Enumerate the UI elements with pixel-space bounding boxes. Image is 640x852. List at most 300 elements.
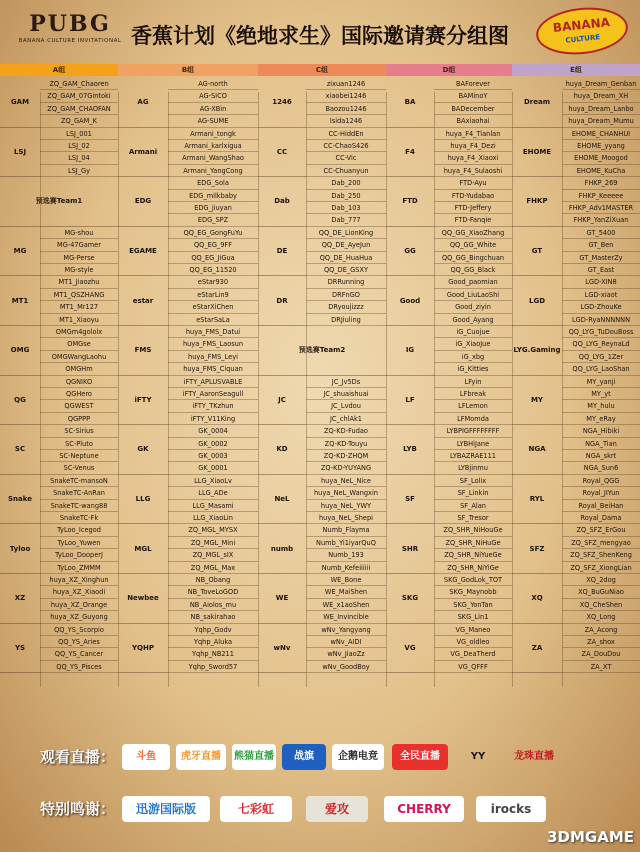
player-name: SC-Pluto	[40, 438, 118, 450]
player-name: EDG_SPZ	[168, 214, 258, 226]
pubg-logo-subtitle: BANANA CULTURE INVITATIONAL	[18, 38, 122, 44]
player-name: QQ_LYG_LaoShan	[562, 363, 640, 375]
team-name: YS	[0, 624, 40, 674]
player-name: wNv_AIDI	[306, 636, 386, 648]
player-name: QQ_GG_Bingchuan	[434, 252, 512, 264]
player-name: huya_Dream_Mumu	[562, 115, 640, 127]
group-header-0: A组	[0, 64, 118, 76]
player-name: SC-Sirius	[40, 425, 118, 437]
team-name: LYB	[386, 425, 434, 475]
player-name: ZQ_SFZ_XiongLian	[562, 562, 640, 574]
player-name: Armani_tongk	[168, 128, 258, 140]
player-name: LYBAZRAE111	[434, 450, 512, 462]
player-name: ZQ_SHR_NiHouGe	[434, 524, 512, 536]
player-name: EHOME_yyang	[562, 140, 640, 152]
banana-logo-text: BANANA	[552, 15, 611, 35]
player-name: Numb_Flayma	[306, 524, 386, 536]
player-name: NGA_Hibiki	[562, 425, 640, 437]
pubg-logo-text: PUBG	[29, 11, 111, 37]
player-name: GT_MasterZy	[562, 252, 640, 264]
player-name: WE_Invincible	[306, 611, 386, 623]
player-name: ZQ-KD-Touyu	[306, 438, 386, 450]
player-name: XQ_Long	[562, 611, 640, 623]
player-name: Armani_WangShao	[168, 152, 258, 164]
player-name: FHKP_269	[562, 177, 640, 189]
player-name: QGPPP	[40, 413, 118, 425]
player-name: FHKP_Keeeee	[562, 190, 640, 202]
player-name: LYBjinmu	[434, 462, 512, 474]
player-name: iG_Cuojue	[434, 326, 512, 338]
player-name: OMGse	[40, 338, 118, 350]
player-name: SKG_Lin1	[434, 611, 512, 623]
player-name: ZQ-KD-Fudao	[306, 425, 386, 437]
player-name: SnakeTC-mansoN	[40, 475, 118, 487]
team-name: RYL	[512, 475, 562, 525]
thanks-logo: CHERRY	[384, 796, 464, 822]
watch-live-label: 观看直播：	[40, 748, 116, 766]
player-name: FHKP_YanZiXuan	[562, 214, 640, 226]
player-name: ZQ_GAM_Chaoren	[40, 78, 118, 90]
team-name: GT	[512, 227, 562, 277]
player-name: Good_paomian	[434, 276, 512, 288]
player-name: huya_FMS_Ciquan	[168, 363, 258, 375]
team-name: DE	[258, 227, 306, 277]
footer	[0, 742, 640, 852]
player-name: QQ_YS_Cancer	[40, 648, 118, 660]
player-name: Dab_200	[306, 177, 386, 189]
player-name: huya_F4_Xiaoxi	[434, 152, 512, 164]
team-name: EHOME	[512, 128, 562, 178]
team-name: GG	[386, 227, 434, 277]
player-name: LFMomda	[434, 413, 512, 425]
player-name: SKG_YonTan	[434, 599, 512, 611]
player-name: LGD-XIN8	[562, 276, 640, 288]
player-name: huya_XZ_Guyong	[40, 611, 118, 623]
player-name: Royal_Dama	[562, 512, 640, 524]
player-name: eStarLin9	[168, 289, 258, 301]
player-name: FTD-Fanqie	[434, 214, 512, 226]
team-name: SKG	[386, 574, 434, 624]
team-name: AG	[118, 78, 168, 128]
player-name: ZQ_SFZ_ShenKeng	[562, 549, 640, 561]
player-name: huya_FMS_Laosun	[168, 338, 258, 350]
player-name: Royal_BeiHan	[562, 500, 640, 512]
player-name: iG_XiaoJue	[434, 338, 512, 350]
player-name: OMGm4gololx	[40, 326, 118, 338]
group-header-1: B组	[118, 64, 258, 76]
player-name: VG_Maneo	[434, 624, 512, 636]
player-name: DRRunning	[306, 276, 386, 288]
player-name: CC-Chuanyun	[306, 165, 386, 177]
team-name: Dab	[258, 177, 306, 227]
player-name: iFTY_AaronSeagull	[168, 388, 258, 400]
player-name: FTD-Yudabao	[434, 190, 512, 202]
column-divider	[118, 92, 119, 687]
player-name: LYBHiJane	[434, 438, 512, 450]
team-name: GK	[118, 425, 168, 475]
player-name: EHOME_Moogod	[562, 152, 640, 164]
thanks-logo: irocks	[476, 796, 546, 822]
player-name: LFbreak	[434, 388, 512, 400]
player-name: QQ_GG_Black	[434, 264, 512, 276]
sponsor-logo: 虎牙直播	[176, 744, 226, 770]
team-name: QG	[0, 376, 40, 426]
team-name: estar	[118, 276, 168, 326]
player-name: SC-Neptune	[40, 450, 118, 462]
player-name: SnakeTC-AnRan	[40, 487, 118, 499]
column-divider	[562, 92, 563, 687]
team-name: KD	[258, 425, 306, 475]
player-name: WE_MaiShen	[306, 586, 386, 598]
player-name: iG_Kitties	[434, 363, 512, 375]
player-name: ZQ_SHR_NiHuGe	[434, 537, 512, 549]
player-name: QQ_EG_GongFuYu	[168, 227, 258, 239]
player-name: EHOME_KuCha	[562, 165, 640, 177]
sponsor-logo: 龙珠直播	[514, 751, 554, 762]
team-name: MT1	[0, 276, 40, 326]
team-name: BA	[386, 78, 434, 128]
team-name: LF	[386, 376, 434, 426]
player-name: QQ_LYG_TuDouBoss	[562, 326, 640, 338]
player-name: MY_yanji	[562, 376, 640, 388]
team-name: WE	[258, 574, 306, 624]
player-name: huya_NeL_YWY	[306, 500, 386, 512]
player-name: NB_Obang	[168, 574, 258, 586]
team-name: numb	[258, 524, 306, 574]
player-name: SC-Venus	[40, 462, 118, 474]
player-name: MY_eRay	[562, 413, 640, 425]
player-name: QQ_DE_LionKing	[306, 227, 386, 239]
player-name: NGA_skrt	[562, 450, 640, 462]
player-name: LGD-ZhouKe	[562, 301, 640, 313]
team-name: MG	[0, 227, 40, 277]
page-title: 香蕉计划《绝地求生》国际邀请赛分组图	[131, 24, 509, 48]
player-name: FTD-Jeffery	[434, 202, 512, 214]
player-name: ZQ_GAM_07Gintoki	[40, 90, 118, 102]
team-name: wNv	[258, 624, 306, 674]
player-name: LFyin	[434, 376, 512, 388]
player-name: Dab_103	[306, 202, 386, 214]
player-name: wNv_Yangyang	[306, 624, 386, 636]
player-name: LLG_XiaoLin	[168, 512, 258, 524]
player-name: ZQ_SHR_NiYiGe	[434, 562, 512, 574]
watermark: 3DMGAME	[547, 828, 634, 846]
player-name: EDG_milkbaby	[168, 190, 258, 202]
player-name: QQ_YS_Aries	[40, 636, 118, 648]
player-name: MY_yt	[562, 388, 640, 400]
player-name: SnakeTC-Fk	[40, 512, 118, 524]
player-name: QQ_GG_XiaoZhang	[434, 227, 512, 239]
banana-logo-subtitle: CULTURE	[565, 33, 601, 45]
team-name: SHR	[386, 524, 434, 574]
player-name: ZQ_GAM_K	[40, 115, 118, 127]
team-name: Newbee	[118, 574, 168, 624]
team-name: SF	[386, 475, 434, 525]
team-name: MGL	[118, 524, 168, 574]
player-name: Armani_karlxigua	[168, 140, 258, 152]
column-divider	[512, 92, 513, 687]
player-name: QQ_YS_Scorpio	[40, 624, 118, 636]
player-name: Numb_Yi1iyarQuQ	[306, 537, 386, 549]
player-name: eStarXiChen	[168, 301, 258, 313]
player-name: LLG_Masami	[168, 500, 258, 512]
player-name: MG-style	[40, 264, 118, 276]
player-name: EDG_jiuyan	[168, 202, 258, 214]
player-name: Yqhp_Sword57	[168, 661, 258, 673]
player-name: QQ_EG_11520	[168, 264, 258, 276]
thanks-logo: 爱攻	[306, 796, 368, 822]
player-name: Good_ziyin	[434, 301, 512, 313]
player-name: Royal_JIYun	[562, 487, 640, 499]
team-name: FTD	[386, 177, 434, 227]
player-name: NB_Aiolos_mu	[168, 599, 258, 611]
player-name: QQ_LYG_1Zer	[562, 351, 640, 363]
player-name: Numb_Kefeiiiiii	[306, 562, 386, 574]
team-name: 1246	[258, 78, 306, 128]
team-name: 预选赛Team2	[258, 326, 386, 376]
player-name: FHKP_Adv1MASTER	[562, 202, 640, 214]
team-name: JC	[258, 376, 306, 426]
team-name: FHKP	[512, 177, 562, 227]
player-name: Yqhp_NB211	[168, 648, 258, 660]
player-name: NB_sakirahao	[168, 611, 258, 623]
player-name: NB_ToveLoGOD	[168, 586, 258, 598]
column-divider	[258, 92, 259, 687]
player-name: LSJ_02	[40, 140, 118, 152]
player-name: AG-SICO	[168, 90, 258, 102]
player-name: TyLoo_Yuwen	[40, 537, 118, 549]
player-name: SKG_Maynobb	[434, 586, 512, 598]
player-name: ZQ_SFZ_mengyao	[562, 537, 640, 549]
team-name: NeL	[258, 475, 306, 525]
player-name: EHOME_CHANHUI	[562, 128, 640, 140]
player-name: xiaobei1246	[306, 90, 386, 102]
sponsor-logo: YY	[470, 751, 486, 762]
player-name: BAMinoY	[434, 90, 512, 102]
team-name: iFTY	[118, 376, 168, 426]
player-name: SF_Tresor	[434, 512, 512, 524]
team-name: VG	[386, 624, 434, 674]
player-name: GK_0002	[168, 438, 258, 450]
player-name: ZQ_SHR_NiYueGe	[434, 549, 512, 561]
player-name: QQ_EG_JiGua	[168, 252, 258, 264]
player-name: VG_DeaTherd	[434, 648, 512, 660]
player-name: LSJ_Gy	[40, 165, 118, 177]
player-name: iG_xbg	[434, 351, 512, 363]
thanks-logo: 迅游国际版	[122, 796, 210, 822]
player-name: huya_NeL_Nice	[306, 475, 386, 487]
player-name: Yqhp_Godv	[168, 624, 258, 636]
player-name: ZQ_MGL_Max	[168, 562, 258, 574]
player-name: OMGHm	[40, 363, 118, 375]
player-name: eStar930	[168, 276, 258, 288]
player-name: Good_LiuLaoShi	[434, 289, 512, 301]
player-name: huya_XZ_Xinghun	[40, 574, 118, 586]
player-name: huya_Dream_XH	[562, 90, 640, 102]
team-name: XQ	[512, 574, 562, 624]
player-name: Baozou1246	[306, 103, 386, 115]
player-name: MG-47Gamer	[40, 239, 118, 251]
player-name: huya_F4_Sulaoshi	[434, 165, 512, 177]
sponsor-logo: 战旗	[282, 744, 326, 770]
player-name: iFTY_V11King	[168, 413, 258, 425]
player-name: JC_chlAk1	[306, 413, 386, 425]
player-name: MG-Perse	[40, 252, 118, 264]
player-name: ZA_DouDou	[562, 648, 640, 660]
player-name: huya_XZ_Orange	[40, 599, 118, 611]
player-name: QQ_YS_Pisces	[40, 661, 118, 673]
player-name: CC-ChaoS426	[306, 140, 386, 152]
player-name: WE_Bone	[306, 574, 386, 586]
player-name: huya_F4_Dezi	[434, 140, 512, 152]
team-name: Good	[386, 276, 434, 326]
player-name: QGNIKO	[40, 376, 118, 388]
team-name: YQHP	[118, 624, 168, 674]
player-name: LSJ_04	[40, 152, 118, 164]
player-name: ZA_XT	[562, 661, 640, 673]
player-name: LGD-xiaot	[562, 289, 640, 301]
player-name: Numb_193	[306, 549, 386, 561]
player-name: ZQ-KD-YUYANG	[306, 462, 386, 474]
player-name: ZQ_GAM_CHAOFAN	[40, 103, 118, 115]
team-name: ZA	[512, 624, 562, 674]
team-name: LLG	[118, 475, 168, 525]
team-name: CC	[258, 128, 306, 178]
player-name: TyLoo_DooperJ	[40, 549, 118, 561]
team-name: LSJ	[0, 128, 40, 178]
team-name: XZ	[0, 574, 40, 624]
team-name: Tyloo	[0, 524, 40, 574]
player-name: JC_Lvdou	[306, 400, 386, 412]
banana-culture-logo	[534, 3, 630, 58]
player-name: QQ_DE_GSXY	[306, 264, 386, 276]
pubg-logo	[14, 12, 126, 52]
player-name: WE_x1aoShen	[306, 599, 386, 611]
player-name: MT1_Mr127	[40, 301, 118, 313]
player-name: huya_NeL_Shepi	[306, 512, 386, 524]
player-name: wNv_GoodBoy	[306, 661, 386, 673]
player-name: MT1_Xiaoyu	[40, 314, 118, 326]
player-name: GT_Ben	[562, 239, 640, 251]
team-name: 预选赛Team1	[0, 177, 118, 227]
team-name: SFZ	[512, 524, 562, 574]
player-name: MT1_Jiaozhu	[40, 276, 118, 288]
team-name: EGAME	[118, 227, 168, 277]
player-name: EDG_Sola	[168, 177, 258, 189]
player-name: huya_FMS_Datui	[168, 326, 258, 338]
team-name: GAM	[0, 78, 40, 128]
player-name: LFLemon	[434, 400, 512, 412]
player-name: VG_oldleo	[434, 636, 512, 648]
player-name: GT_5400	[562, 227, 640, 239]
team-name: LGD	[512, 276, 562, 326]
player-name: TyLoo_ZMMM	[40, 562, 118, 574]
team-name: EDG	[118, 177, 168, 227]
team-name: LYG.Gaming	[512, 326, 562, 376]
player-name: MY_hulu	[562, 400, 640, 412]
team-name: OMG	[0, 326, 40, 376]
player-name: SnakeTC-wang88	[40, 500, 118, 512]
player-name: huya_XZ_Xiaodi	[40, 586, 118, 598]
player-name: SKG_GodLok_TOT	[434, 574, 512, 586]
player-name: QGWEST	[40, 400, 118, 412]
player-name: eStarSaLa	[168, 314, 258, 326]
player-name: DRyoujizzz	[306, 301, 386, 313]
column-divider	[306, 92, 307, 687]
player-name: FTD-Ayu	[434, 177, 512, 189]
sponsor-logo: 斗鱼	[122, 744, 170, 770]
player-name: wNv_JiaoZz	[306, 648, 386, 660]
player-name: ZA_Acong	[562, 624, 640, 636]
player-name: Armani_YangCong	[168, 165, 258, 177]
player-name: QQ_EG_9FF	[168, 239, 258, 251]
player-name: huya_NeL_Wangxin	[306, 487, 386, 499]
player-name: QQ_DE_AyeJun	[306, 239, 386, 251]
player-name: BAxiaohai	[434, 115, 512, 127]
player-name: AG-SUME	[168, 115, 258, 127]
player-name: AG-XBin	[168, 103, 258, 115]
player-name: Yqhp_Aluka	[168, 636, 258, 648]
player-name: zixuan1246	[306, 78, 386, 90]
team-name: Armani	[118, 128, 168, 178]
player-name: huya_Dream_Lanbo	[562, 103, 640, 115]
player-name: CC-HiddEn	[306, 128, 386, 140]
sponsor-logo: 熊猫直播	[232, 744, 276, 770]
player-name: ZQ_MGL_sIX	[168, 549, 258, 561]
player-name: iFTY_TKzhun	[168, 400, 258, 412]
column-divider	[386, 92, 387, 687]
player-name: QQ_DE_HuaHua	[306, 252, 386, 264]
player-name: OMGWangLaohu	[40, 351, 118, 363]
player-name: huya_F4_Tianlan	[434, 128, 512, 140]
player-name: SF_Alan	[434, 500, 512, 512]
player-name: Royal_QGG	[562, 475, 640, 487]
team-name: IG	[386, 326, 434, 376]
sponsor-logo: 全民直播	[392, 744, 448, 770]
player-name: ZQ_MGL_MYSX	[168, 524, 258, 536]
group-header-4: E组	[512, 64, 640, 76]
column-divider	[168, 92, 169, 687]
player-name: GK_0003	[168, 450, 258, 462]
team-name: F4	[386, 128, 434, 178]
player-name: XQ_BuGuNiao	[562, 586, 640, 598]
column-divider	[40, 92, 41, 687]
player-name: JC_Jv5Ds	[306, 376, 386, 388]
player-name: XQ_2dog	[562, 574, 640, 586]
group-header-row	[0, 64, 640, 76]
player-name: GK_0004	[168, 425, 258, 437]
player-name: LYBPIGFFFFFFFF	[434, 425, 512, 437]
player-name: Isida1246	[306, 115, 386, 127]
team-name: SC	[0, 425, 40, 475]
player-name: DRFnGO	[306, 289, 386, 301]
team-name: NGA	[512, 425, 562, 475]
column-divider	[434, 92, 435, 687]
special-thanks-label: 特别鸣谢：	[40, 800, 116, 818]
player-name: LGD-RyaNNNNNN	[562, 314, 640, 326]
player-name: ZQ_MGL_Mini	[168, 537, 258, 549]
player-name: huya_FMS_Leyi	[168, 351, 258, 363]
player-name: NGA_Tian	[562, 438, 640, 450]
player-name: huya_Dream_Genban	[562, 78, 640, 90]
player-name: MT1_QSZHANG	[40, 289, 118, 301]
player-name: ZQ_SFZ_ErGou	[562, 524, 640, 536]
team-name: Snake	[0, 475, 40, 525]
player-name: LLG_XiaoLv	[168, 475, 258, 487]
player-name: ZQ-KD-ZHQM	[306, 450, 386, 462]
group-header-3: D组	[386, 64, 512, 76]
team-name: Dream	[512, 78, 562, 128]
